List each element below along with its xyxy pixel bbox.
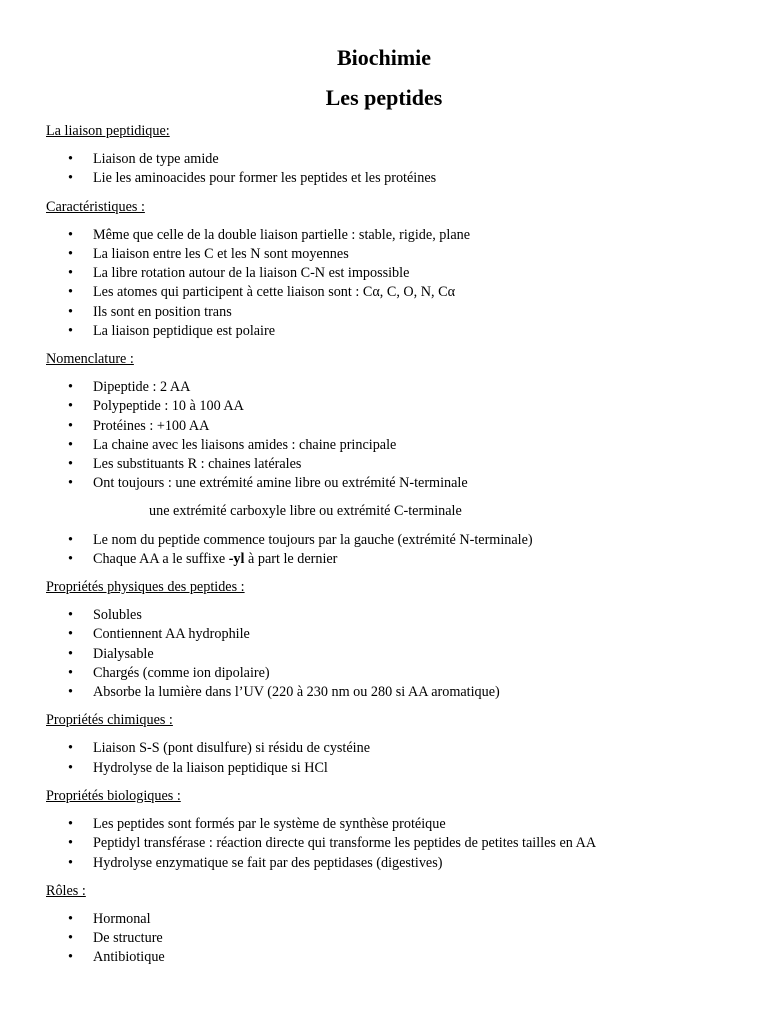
list-item: • Solubles	[46, 606, 736, 625]
section-liaison-peptidique	[46, 122, 736, 189]
bullet-icon: •	[68, 854, 73, 871]
bullet-icon: •	[68, 626, 73, 643]
document-body	[46, 122, 736, 977]
list-item: • La libre rotation autour de la liaison C-N est impossible	[46, 264, 736, 283]
bullet-icon: •	[68, 398, 73, 415]
section-heading: Propriétés chimiques :	[46, 712, 173, 729]
section-proprietes-physiques	[46, 578, 736, 702]
list-item: • La liaison peptidique est polaire	[46, 322, 736, 341]
list-item: • Les substituants R : chaines latérales	[46, 455, 736, 474]
list-item: • La chaine avec les liaisons amides : chaine principale	[46, 436, 736, 455]
list-item-continuation: une extrémité carboxyle libre ou extrémité C-terminale	[149, 503, 462, 520]
list-item: • Même que celle de la double liaison partielle : stable, rigide, plane	[46, 226, 736, 245]
bullet-icon: •	[68, 740, 73, 757]
list-item: • Chaque AA a le suffixe -yl à part le dernier	[46, 550, 736, 569]
bullet-list	[46, 226, 736, 341]
list-item: • Les atomes qui participent à cette liaison sont : Cα, C, O, N, Cα	[46, 283, 736, 302]
section-heading: Nomenclature :	[46, 351, 134, 368]
section-heading: Rôles :	[46, 882, 86, 899]
bullet-icon: •	[68, 664, 73, 681]
section-heading: Caractéristiques :	[46, 198, 145, 215]
bullet-list	[46, 531, 736, 569]
bullet-icon: •	[68, 246, 73, 263]
list-item: • Lie les aminoacides pour former les peptides et les protéines	[46, 169, 736, 188]
document-subtitle: Les peptides	[325, 85, 443, 110]
bullet-icon: •	[68, 417, 73, 434]
bullet-icon: •	[68, 816, 73, 833]
bullet-list	[46, 815, 736, 873]
bullet-icon: •	[68, 949, 73, 966]
bullet-icon: •	[68, 531, 73, 548]
bullet-icon: •	[68, 151, 73, 168]
list-item: • Contiennent AA hydrophile	[46, 625, 736, 644]
section-heading: Propriétés physiques des peptides :	[46, 579, 245, 596]
list-item: • Hydrolyse de la liaison peptidique si HCl	[46, 759, 736, 778]
bullet-list	[46, 910, 736, 968]
document-title: Biochimie	[336, 45, 432, 70]
list-item: • Absorbe la lumière dans l’UV (220 à 230 nm ou 280 si AA aromatique)	[46, 683, 736, 702]
section-heading: Propriétés biologiques :	[46, 787, 181, 804]
list-item: • Les peptides sont formés par le système de synthèse protéique	[46, 815, 736, 834]
bullet-icon: •	[68, 284, 73, 301]
list-item: • Chargés (comme ion dipolaire)	[46, 664, 736, 683]
section-nomenclature	[46, 350, 736, 569]
bullet-icon: •	[68, 456, 73, 473]
list-item: • Le nom du peptide commence toujours par la gauche (extrémité N-terminale)	[46, 531, 736, 550]
list-item: • Dipeptide : 2 AA	[46, 378, 736, 397]
section-caracteristiques	[46, 198, 736, 341]
list-item: • Hydrolyse enzymatique se fait par des peptidases (digestives)	[46, 854, 736, 873]
bullet-icon: •	[68, 436, 73, 453]
list-item: • Polypeptide : 10 à 100 AA	[46, 397, 736, 416]
bullet-icon: •	[68, 930, 73, 947]
list-item: • Liaison S-S (pont disulfure) si résidu de cystéine	[46, 739, 736, 758]
section-proprietes-biologiques	[46, 787, 736, 873]
bullet-icon: •	[68, 265, 73, 282]
list-item: • De structure	[46, 929, 736, 948]
bullet-icon: •	[68, 322, 73, 339]
bullet-icon: •	[68, 910, 73, 927]
list-item: • La liaison entre les C et les N sont moyennes	[46, 245, 736, 264]
list-item: • Liaison de type amide	[46, 150, 736, 169]
bullet-list	[46, 739, 736, 777]
list-item: • Dialysable	[46, 645, 736, 664]
section-heading: La liaison peptidique:	[46, 123, 170, 139]
list-item: • Ils sont en position trans	[46, 303, 736, 322]
suffix-yl: -yl	[228, 550, 245, 567]
list-item: • Ont toujours : une extrémité amine libre ou extrémité N-terminale	[46, 474, 736, 493]
bullet-list	[46, 378, 736, 493]
bullet-icon: •	[68, 550, 73, 567]
section-proprietes-chimiques	[46, 711, 736, 778]
bullet-icon: •	[68, 303, 73, 320]
list-item: • Protéines : +100 AA	[46, 417, 736, 436]
list-item: • Antibiotique	[46, 948, 736, 967]
list-item: • Peptidyl transférase : réaction directe qui transforme les peptides de petites tailles en AA	[46, 834, 736, 853]
bullet-icon: •	[68, 835, 73, 852]
bullet-icon: •	[68, 379, 73, 396]
list-item: • Hormonal	[46, 910, 736, 929]
bullet-list	[46, 606, 736, 702]
bullet-icon: •	[68, 759, 73, 776]
bullet-list	[46, 150, 736, 188]
bullet-icon: •	[68, 645, 73, 662]
bullet-icon: •	[68, 684, 73, 701]
bullet-icon: •	[68, 170, 73, 187]
bullet-icon: •	[68, 226, 73, 243]
section-roles	[46, 882, 736, 968]
bullet-icon: •	[68, 607, 73, 624]
bullet-icon: •	[68, 475, 73, 492]
